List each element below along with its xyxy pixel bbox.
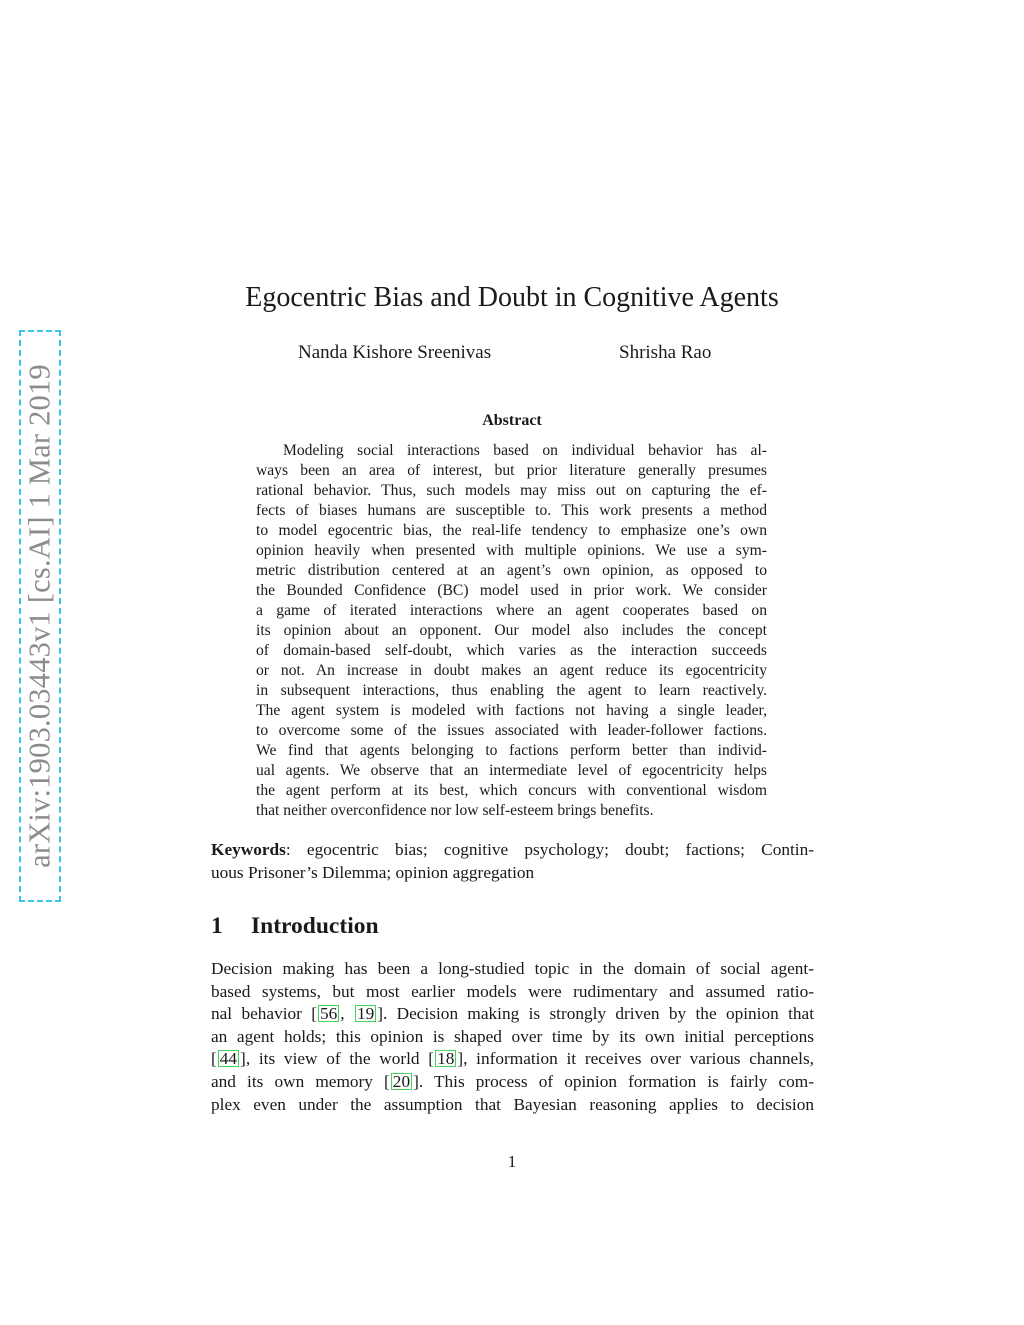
abstract-line: opinion heavily when presented with multiple opinions. We use a sym- (256, 542, 767, 559)
paragraph-line: an agent holds; this opinion is shaped over time by its own initial perceptions (211, 1026, 814, 1046)
abstract-line: The agent system is modeled with factions not having a single leader, (256, 702, 767, 719)
citation-link[interactable]: 19 (356, 1004, 375, 1024)
citation-link[interactable]: 18 (437, 1049, 455, 1069)
paper-title: Egocentric Bias and Doubt in Cognitive Agents (245, 282, 779, 313)
citation-link[interactable]: 20 (392, 1071, 411, 1091)
page-number: 1 (507, 1152, 517, 1171)
author-name: Nanda Kishore Sreenivas (298, 342, 492, 363)
keywords-line: uous Prisoner’s Dilemma; opinion aggregation (211, 863, 535, 882)
section-title: Introduction (251, 913, 379, 939)
abstract-heading: Abstract (482, 412, 542, 429)
abstract-line: or not. An increase in doubt makes an agent reduce its egocentricity (256, 662, 767, 679)
paragraph-line: [ 44 ], its view of the world [ 18 ], information it receives over various channels, (211, 1049, 814, 1069)
keywords-text: : egocentric bias; cognitive psychology; doubt; factions; Contin- (285, 840, 814, 859)
abstract-line: the Bounded Confidence (BC) model used in prior work. We consider (256, 582, 767, 599)
abstract-line: in subsequent interactions, thus enabling the agent to learn reactively. (256, 682, 767, 699)
abstract-line: that neither overconfidence nor low self-esteem brings benefits. (256, 802, 654, 819)
abstract-line: We find that agents belonging to factions perform better than individ- (256, 742, 767, 759)
abstract-line: rational behavior. Thus, such models may miss out on capturing the ef- (256, 482, 767, 499)
author-name: Shrisha Rao (619, 342, 712, 363)
abstract-line: ways been an area of interest, but prior literature generally presumes (256, 462, 767, 479)
section-number: 1 (211, 913, 223, 939)
text-segment: and its own memory (211, 1071, 385, 1091)
text-segment: nal behavior (211, 1004, 312, 1024)
introduction-text (211, 958, 814, 1116)
text-segment: . Decision making is strongly driven by the opinion that (383, 1004, 814, 1024)
keywords-label: Keywords (211, 840, 286, 859)
citation-link[interactable]: 56 (320, 1004, 338, 1024)
abstract-line: to model egocentric bias, the real-life tendency to emphasize one’s own (256, 522, 767, 539)
text-segment: , information it receives over various channels, (463, 1049, 814, 1069)
abstract-body (256, 441, 767, 821)
text-segment: . This process of opinion formation is fairly com- (418, 1071, 814, 1091)
abstract-line: a game of iterated interactions where an agent cooperates based on (256, 602, 767, 619)
abstract-line: the agent perform at its best, which concurs with conventional wisdom (256, 782, 767, 799)
paragraph-line: plex even under the assumption that Bayesian reasoning applies to decision (211, 1094, 814, 1114)
abstract-line: Modeling social interactions based on individual behavior has al- (283, 442, 767, 459)
keywords (211, 838, 814, 884)
paragraph-line: and its own memory [ 20 ]. This process of opinion formation is fairly com- (211, 1071, 814, 1091)
arxiv-id: arXiv:1903.03443v1 [cs.AI] 1 Mar 2019 (22, 364, 57, 868)
abstract-line: metric distribution centered at an agent’s own opinion, as opposed to (256, 562, 767, 579)
abstract-line: ual agents. We observe that an intermediate level of egocentricity helps (256, 762, 767, 779)
text-segment: , its view of the world (245, 1049, 429, 1069)
keywords-line (211, 838, 814, 861)
abstract-line: of domain-based self-doubt, which varies as the interaction succeeds (256, 642, 767, 659)
section-heading (211, 913, 379, 940)
abstract-line: its opinion about an opponent. Our model also includes the concept (256, 622, 767, 639)
abstract-line: fects of biases humans are susceptible to. This work presents a method (256, 502, 767, 519)
citation-link[interactable]: 44 (219, 1049, 238, 1069)
paragraph-line: Decision making has been a long-studied topic in the domain of social agent- (211, 959, 814, 978)
paragraph-line: nal behavior [ 56 , 19 ]. Decision making is strongly driven by the opinion that (211, 1004, 814, 1024)
paragraph-line: based systems, but most earlier models were rudimentary and assumed ratio- (211, 981, 814, 1001)
abstract-line: to overcome some of the issues associated with leader-follower factions. (256, 722, 767, 739)
